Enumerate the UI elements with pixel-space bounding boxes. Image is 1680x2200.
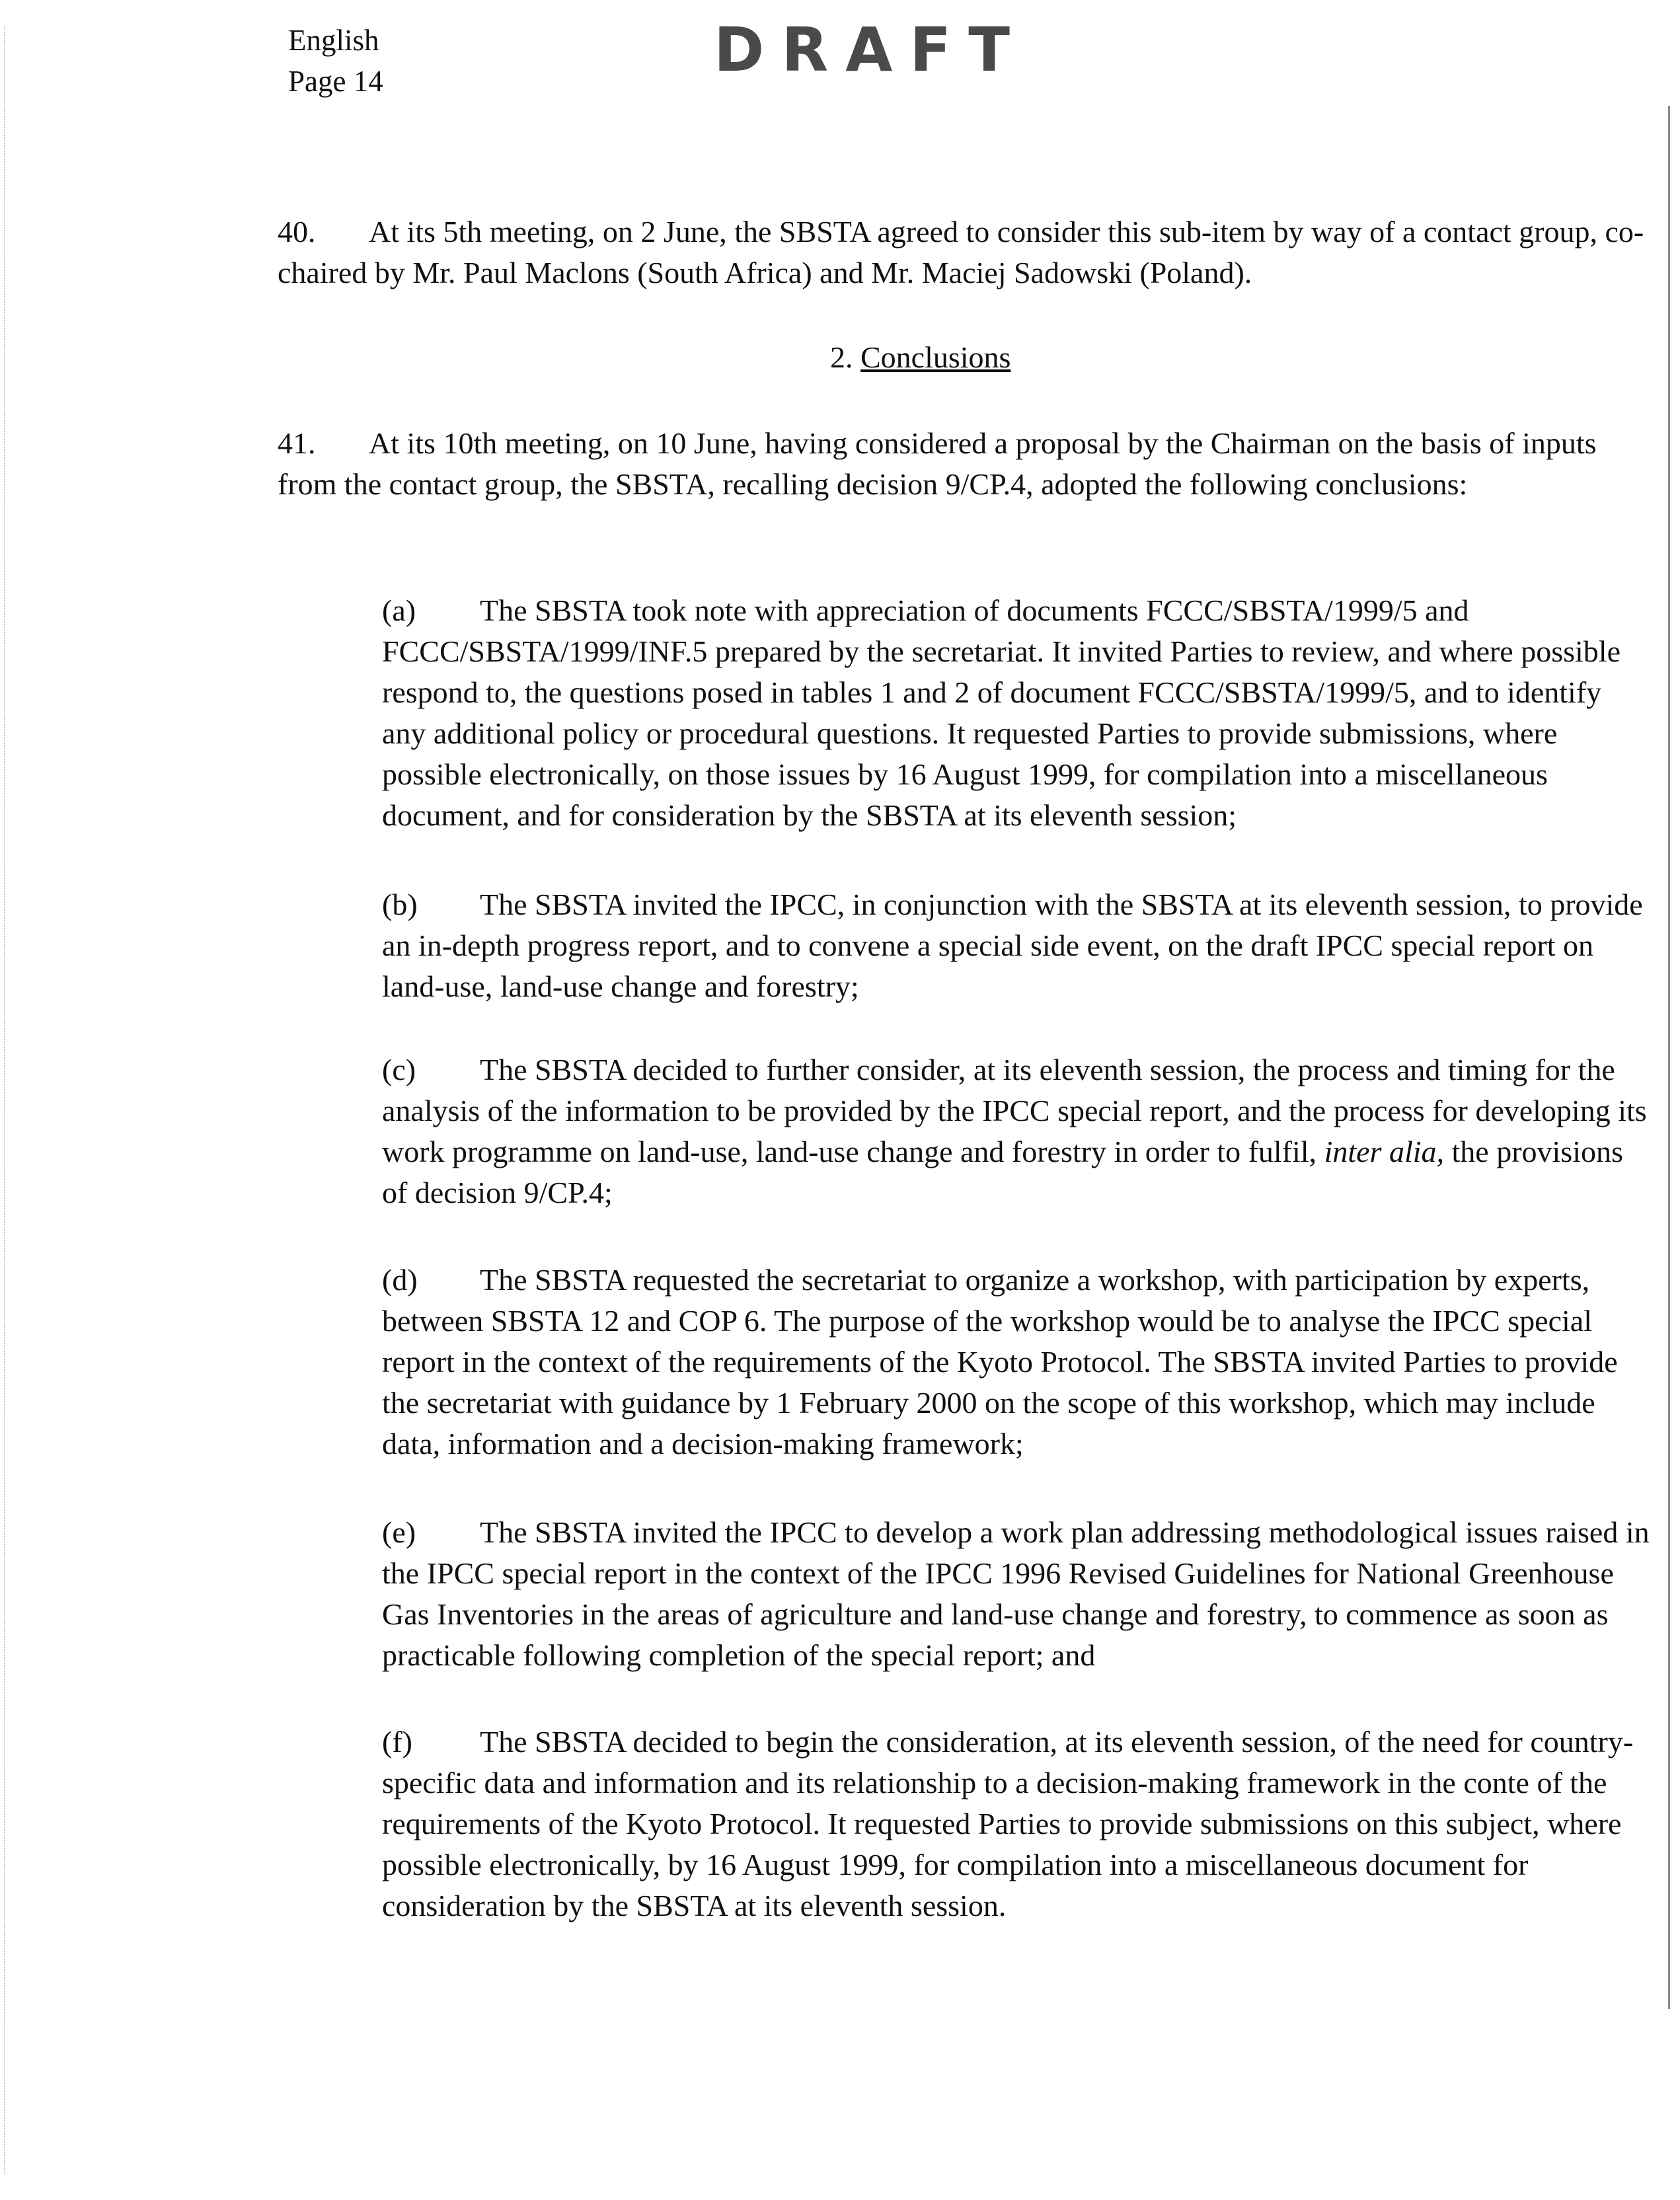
margin-rule bbox=[1668, 106, 1670, 2009]
page-number: Page 14 bbox=[288, 65, 383, 98]
page-header bbox=[288, 20, 383, 102]
conclusion-item-d bbox=[278, 1260, 1652, 1464]
conclusion-item-c bbox=[278, 1049, 1652, 1213]
item-label: (e) bbox=[382, 1515, 416, 1549]
conclusion-item-f bbox=[278, 1722, 1652, 1926]
paragraph-text: At its 5th meeting, on 2 June, the SBSTA agreed to consider this sub-item by way of a contact group, co-chaired by Mr. Paul Maclons (South Africa) and Mr. Maciej Sadowski (Poland). bbox=[278, 215, 1644, 289]
paragraph-40 bbox=[278, 211, 1652, 293]
paragraph-41 bbox=[278, 423, 1652, 505]
paragraph-text: At its 10th meeting, on 10 June, having considered a proposal by the Chairman on the basis of inputs from the contact group, the SBSTA, recalling decision 9/CP.4, adopted the following conclusions: bbox=[278, 426, 1597, 501]
item-text: The SBSTA invited the IPCC, in conjunction with the SBSTA at its eleventh session, to provide an in-depth progress report, and to convene a special side event, on the draft IPCC special report on land-use, land-use change and forestry; bbox=[382, 888, 1643, 1003]
item-text: The SBSTA decided to further consider, at its eleventh session, the process and timing for the analysis of the information to be provided by the IPCC special report, and the process for developing its work programme on land-use, land-use change and forestry in order to fulfil, bbox=[382, 1053, 1647, 1168]
paragraph-number: 41. bbox=[278, 426, 316, 460]
item-text-italic: inter alia, bbox=[1324, 1135, 1445, 1168]
section-number: 2. bbox=[830, 340, 853, 374]
item-label: (b) bbox=[382, 888, 418, 921]
draft-stamp: DRAFT bbox=[714, 15, 1028, 85]
paragraph-number: 40. bbox=[278, 215, 316, 248]
item-text: The SBSTA requested the secretariat to organize a workshop, with participation by experts, between SBSTA 12 and COP 6. The purpose of the workshop would be to analyse the IPCC special report in the context of the requirements of the Kyoto Protocol. The SBSTA invited Parties to provide the secretariat with guidance by 1 February 2000 on the scope of this workshop, which may include data, information and a decision-making framework; bbox=[382, 1263, 1618, 1460]
item-label: (d) bbox=[382, 1263, 418, 1297]
language-label: English bbox=[288, 24, 379, 57]
item-text: The SBSTA decided to begin the consideration, at its eleventh session, of the need for country-specific data and information and its relationship to a decision-making framework in the conte of the requirements of the Kyoto Protocol. It requested Parties to provide submissions on this subject, where possible electronically, by 16 August 1999, for compilation into a miscellaneous document for consideration by the SBSTA at its eleventh session. bbox=[382, 1725, 1634, 1922]
item-text: The SBSTA took note with appreciation of documents FCCC/SBSTA/1999/5 and FCCC/SBSTA/1999/INF.5 prepared by the secretariat. It invited Parties to review, and where possible respond to, the questions posed in tables 1 and 2 of document FCCC/SBSTA/1999/5, and to identify any additional policy or procedural questions. It requested Parties to provide submissions, where possible electronically, on those issues by 16 August 1999, for compilation into a miscellaneous document, and for consideration by the SBSTA at its eleventh session; bbox=[382, 593, 1621, 832]
item-label: (a) bbox=[382, 593, 416, 627]
conclusion-item-b bbox=[278, 884, 1652, 1007]
item-text-end: the provisions of decision 9/CP.4; bbox=[382, 1135, 1623, 1209]
conclusion-item-a bbox=[278, 590, 1652, 836]
scan-edge-dots bbox=[4, 26, 7, 2174]
conclusion-item-e bbox=[278, 1512, 1652, 1676]
section-heading bbox=[830, 337, 1011, 378]
item-text: The SBSTA invited the IPCC to develop a work plan addressing methodological issues raised in the IPCC special report in the context of the IPCC 1996 Revised Guidelines for National Greenhouse Gas Inventories in the areas of agriculture and land-use change and forestry, to commence as soon as practicable following completion of the special report; and bbox=[382, 1515, 1650, 1672]
item-label: (f) bbox=[382, 1725, 412, 1759]
item-label: (c) bbox=[382, 1053, 416, 1086]
section-title: Conclusions bbox=[860, 340, 1011, 374]
